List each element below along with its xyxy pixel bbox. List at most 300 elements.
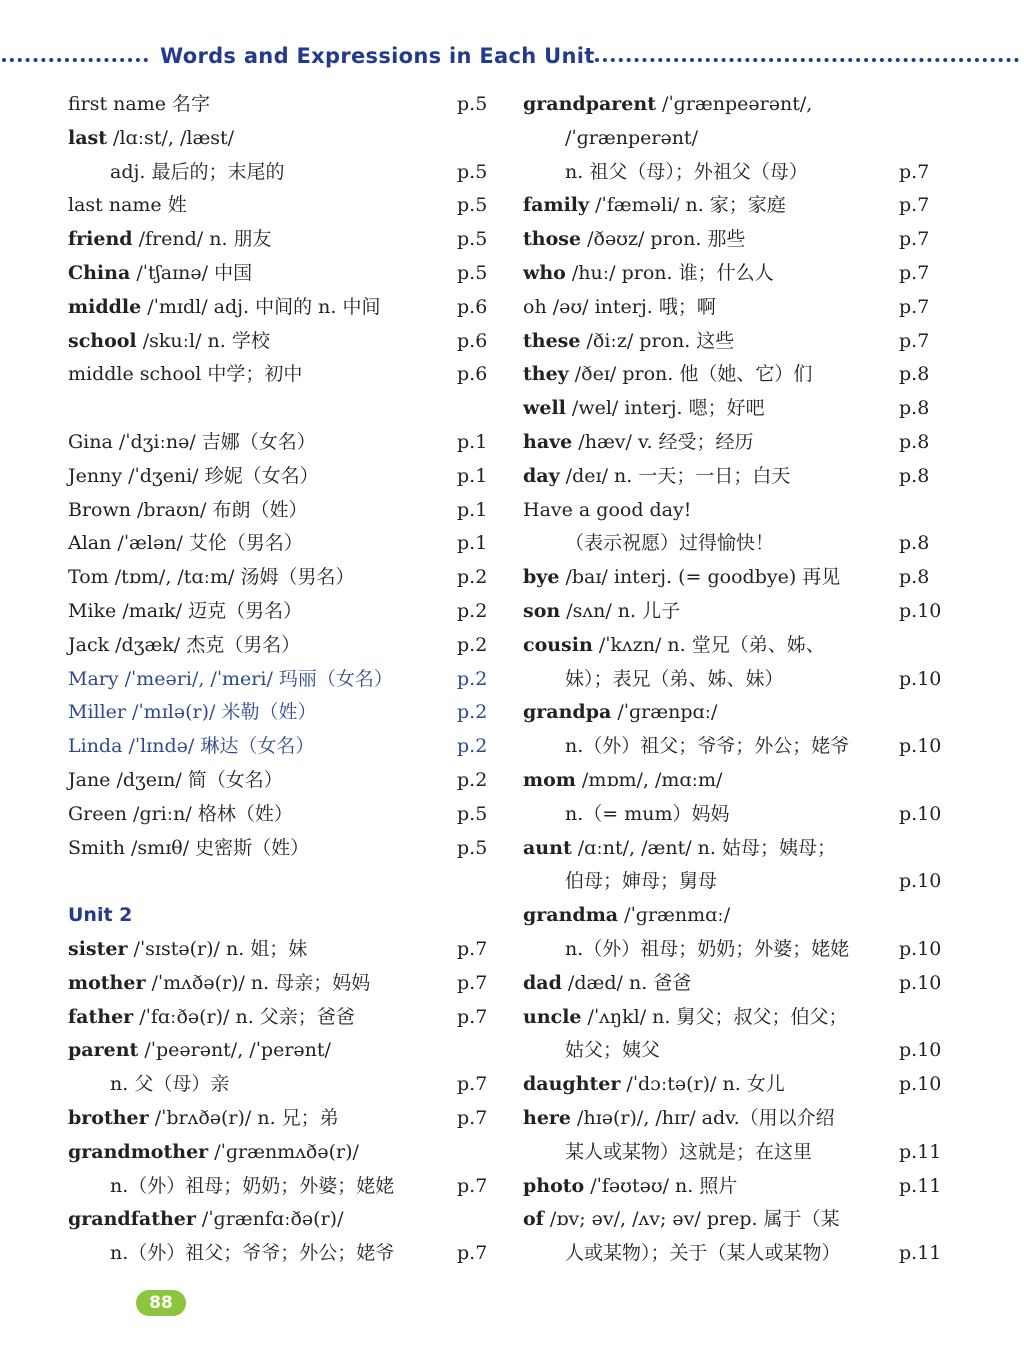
right-column [523,88,953,1271]
definition: /ˈpeərənt/, /ˈperənt/ [138,1039,331,1062]
vocab-entry [523,358,953,392]
definition: /dʒeɪn/ 简（女名） [110,768,283,791]
vocab-entry [523,1203,953,1237]
definition: /sʌn/ n. 儿子 [560,599,681,622]
entry-text [523,494,691,528]
entry-text [68,426,316,460]
vocab-entry [523,1001,953,1035]
definition: /ˈkʌzn/ n. 堂兄（弟、姊、 [592,633,825,656]
vocab-entry [68,257,498,291]
entry-text [523,1136,812,1170]
entry-text [523,832,836,866]
vocab-entry [523,223,953,257]
page-ref: p.10 [899,599,942,622]
definition: /ˈfɑːðə(r)/ n. 父亲；爸爸 [133,1005,355,1028]
vocab-entry [523,696,953,730]
entry-text [68,629,300,663]
page-ref: p.7 [457,937,488,960]
headword: dad [523,971,562,994]
headword: daughter [523,1073,621,1096]
entry-text [523,595,680,629]
headword: Jack [68,633,110,656]
page-ref: p.11 [899,1242,942,1265]
definition: /ðiːz/ pron. 这些 [580,329,735,352]
headword: Tom [68,566,109,589]
entry-continuation [523,156,953,190]
definition: /baɪ/ interj. (= goodbye) 再见 [559,566,841,589]
entry-text [68,494,307,528]
page-ref: p.11 [899,1140,942,1163]
definition: /ðəʊz/ pron. 那些 [581,228,746,251]
entry-text [523,764,722,798]
page-ref: p.5 [457,802,488,825]
header-dots-left [2,58,148,62]
headword: Linda [68,735,123,758]
headword: mom [523,768,576,791]
page-ref: p.10 [899,937,942,960]
entry-text [68,764,283,798]
entry-continuation [68,1068,498,1102]
definition: /ˈdɔːtə(r)/ n. 女儿 [620,1073,785,1096]
entry-continuation [68,156,498,190]
entry-text [523,189,786,223]
headword: father [68,1005,134,1028]
vocab-entry [68,1034,498,1068]
page-ref: p.7 [457,971,488,994]
entry-text [68,257,252,291]
definition: /dæd/ n. 爸爸 [561,971,692,994]
page-ref: p.7 [899,329,930,352]
definition: /ˈɡrænpɑː/ [611,701,718,724]
entry-text [523,460,790,494]
definition: /griːn/ 格林（姓） [127,802,293,825]
entry-continuation [523,933,953,967]
entry-text [523,561,840,595]
definition: /dʒæk/ 杰克（男名） [109,633,301,656]
vocab-entry [523,1068,953,1102]
entry-continuation [523,122,953,156]
headword: Gina [68,430,113,453]
definition: /maɪk/ 迈克（男名） [116,599,303,622]
entry-text [68,88,210,122]
definition: /wel/ interj. 嗯；好吧 [565,397,765,420]
vocab-entry [68,223,498,257]
page-header [0,40,1024,74]
headword: oh [523,295,547,318]
definition: /skuːl/ n. 学校 [136,329,270,352]
page-ref: p.10 [899,870,942,893]
headword: Alan [68,532,112,555]
vocab-entry [68,764,498,798]
entry-text [523,1068,785,1102]
page-ref: p.2 [457,701,488,724]
vocab-entry [68,629,498,663]
entry-text [68,1068,229,1102]
vocab-entry [523,764,953,798]
headword: first name [68,93,167,115]
definition: 某人或某物）这就是；在这里 [565,1140,813,1163]
entry-text [68,291,380,325]
entry-continuation [68,1237,498,1271]
page-ref: p.5 [457,194,488,217]
page-ref: p.1 [457,498,488,521]
vocab-entry [523,967,953,1001]
entry-text [523,730,849,764]
entry-text [523,88,812,122]
entry-text [68,1170,394,1204]
entry-text [68,1102,339,1136]
entry-text [68,696,316,730]
definition: /hɪə(r)/, /hɪr/ adv.（用以介绍 [571,1106,835,1129]
entry-text [68,663,393,697]
headword: Mike [68,599,117,622]
definition: /frend/ n. 朋友 [132,228,272,251]
entry-text [68,967,370,1001]
definition: 姓 [161,194,187,217]
entry-text [68,358,302,392]
headword: Jane [68,768,111,791]
vocab-entry [68,595,498,629]
headword: last name [68,194,162,217]
headword: school [68,329,137,352]
vocab-entry [68,663,498,697]
entry-text [523,1001,848,1035]
entry-text [523,156,808,190]
page-ref: p.2 [457,633,488,656]
entry-text [523,122,698,156]
page-ref: p.7 [899,228,930,251]
definition: 中学；初中 [201,363,303,386]
headword: grandparent [523,93,656,115]
entry-text [523,1102,835,1136]
page-ref: p.8 [899,566,930,589]
headword: grandfather [68,1208,196,1231]
definition: /ˈdʒeni/ 珍妮（女名） [122,464,319,487]
definition: /ˈtʃaɪnə/ 中国 [130,261,253,284]
vocab-entry [68,88,498,122]
vocab-entry [68,460,498,494]
entry-text [523,1203,840,1237]
vocab-entry [523,291,953,325]
definition: /lɑːst/, /læst/ [107,126,235,149]
page-ref: p.7 [457,1174,488,1197]
vocab-entry [523,494,953,528]
vocab-entry [68,1001,498,1035]
definition: n.（外）祖父；爷爷；外公；姥爷 [110,1242,395,1265]
entry-continuation [523,865,953,899]
definition: n.（外）祖母；奶奶；外婆；姥姥 [565,937,850,960]
page-ref: p.6 [457,363,488,386]
definition: /əʊ/ interj. 哦；啊 [546,295,716,318]
entry-text [523,1034,660,1068]
vocab-entry [523,1170,953,1204]
definition: /ˈmɪdl/ adj. 中间的 n. 中间 [141,295,381,318]
headword: Brown [68,498,131,521]
headword: uncle [523,1005,582,1028]
page-ref: p.10 [899,802,942,825]
definition: n.（外）祖母；奶奶；外婆；姥姥 [110,1174,395,1197]
vocab-entry [523,325,953,359]
unit-heading [68,899,498,933]
definition: /ˈmeəri/, /ˈmeri/ 玛丽（女名） [118,667,393,690]
vocab-entry [523,899,953,933]
entry-text [523,1170,737,1204]
page-ref: p.1 [457,464,488,487]
page-ref: p.7 [457,1073,488,1096]
vocab-entry [523,426,953,460]
definition: /ˈælən/ 艾伦（男名） [111,532,303,555]
entry-text [68,1203,343,1237]
entry-text [523,663,784,697]
entry-continuation [523,527,953,561]
entry-text [68,1034,331,1068]
definition: /smɪθ/ 史密斯（姓） [124,836,310,859]
entry-text [523,325,734,359]
page-ref: p.7 [899,295,930,318]
entry-text [68,561,354,595]
definition: /ˈmɪlə(r)/ 米勒（姓） [126,701,317,724]
vocab-entry [68,527,498,561]
vocab-entry [68,1136,498,1170]
headword: Green [68,802,127,825]
headword: here [523,1106,572,1129]
entry-text [523,967,691,1001]
page-ref: p.11 [899,1174,942,1197]
vocab-entry [68,1102,498,1136]
entry-continuation [523,1237,953,1271]
headword: last [68,126,108,149]
definition: /ˈɡrænmʌðə(r)/ [208,1140,359,1163]
vocab-entry [68,426,498,460]
vocab-entry [68,967,498,1001]
vocab-entry [68,189,498,223]
entry-text [523,933,849,967]
definition: n.（外）祖父；爷爷；外公；姥爷 [565,735,850,758]
definition: /ˈʌŋkl/ n. 舅父；叔父；伯父； [581,1005,848,1028]
definition: adj. 最后的；末尾的 [110,160,285,183]
entry-text [68,325,270,359]
vocab-entry [68,561,498,595]
headword: Jenny [68,464,123,487]
page-ref: p.10 [899,1039,942,1062]
headword: photo [523,1174,585,1197]
headword: aunt [523,836,572,859]
headword: brother [68,1106,149,1129]
vocab-entry [523,257,953,291]
page-ref: p.5 [457,228,488,251]
page-ref: p.1 [457,532,488,555]
definition: /hæv/ v. 经受；经历 [572,430,754,453]
headword: those [523,228,582,251]
entry-continuation [523,1034,953,1068]
definition: /ˈfæməli/ n. 家；家庭 [589,194,786,217]
entry-continuation [68,1170,498,1204]
entry-text [523,696,717,730]
vocab-entry [68,832,498,866]
page-ref: p.7 [457,1242,488,1265]
page-ref: p.2 [457,599,488,622]
headword: day [523,464,560,487]
headword: middle [68,295,142,318]
vocab-entry [523,88,953,122]
entry-text [68,832,309,866]
definition: n.（= mum）妈妈 [565,802,730,825]
vocab-entry [523,392,953,426]
entry-text [68,122,234,156]
page-ref: p.7 [899,261,930,284]
entry-continuation [523,663,953,697]
definition: /tɒm/, /tɑːm/ 汤姆（男名） [108,566,355,589]
entry-continuation [523,1136,953,1170]
vocab-entry [68,730,498,764]
vocab-entry [68,122,498,156]
entry-text [523,527,774,561]
page-ref: p.7 [457,1005,488,1028]
page-ref: p.2 [457,667,488,690]
entry-text [523,223,745,257]
definition: /huː/ pron. 谁；什么人 [565,261,774,284]
entry-text [523,1237,841,1271]
page-ref: p.8 [899,397,930,420]
page-ref: p.8 [899,532,930,555]
page-ref: p.10 [899,667,942,690]
page-ref: p.8 [899,464,930,487]
definition: /ˈsɪstə(r)/ n. 姐；妹 [127,937,308,960]
definition: /ˈɡrænfɑːðə(r)/ [195,1208,344,1231]
vocab-entry [68,358,498,392]
definition: /ˈdʒiːnə/ 吉娜（女名） [112,430,316,453]
definition: （表示祝愿）过得愉快！ [565,532,775,555]
entry-text [523,865,717,899]
entry-text [68,730,314,764]
definition: n. 祖父（母）；外祖父（母） [565,160,808,183]
headword: middle school [68,363,202,386]
entry-text [523,358,812,392]
page-ref: p.7 [899,160,930,183]
headword: well [523,397,566,420]
page-ref: p.8 [899,363,930,386]
vocab-entry [523,561,953,595]
vocab-entry [68,1203,498,1237]
vocab-entry [68,325,498,359]
header-dots-right [595,58,1019,62]
left-column [68,88,498,1271]
headword: parent [68,1039,139,1062]
entry-text [523,392,765,426]
headword: friend [68,228,133,251]
vocab-entry [523,1102,953,1136]
page-ref: p.10 [899,735,942,758]
vocab-entry [523,189,953,223]
definition: /ˈlɪndə/ 琳达（女名） [122,735,315,758]
page-number-badge: 88 [136,1290,186,1316]
page-ref: p.7 [899,194,930,217]
headword: grandpa [523,701,612,724]
page-ref: p.5 [457,261,488,284]
entry-continuation [523,798,953,832]
vocab-entry [523,460,953,494]
page-ref: p.2 [457,735,488,758]
definition: /braʊn/ 布朗（姓） [130,498,308,521]
entry-text [68,460,319,494]
vocab-entry [523,595,953,629]
vocab-entry [68,696,498,730]
vocab-entry [523,832,953,866]
page-ref: p.6 [457,329,488,352]
entry-text [68,1136,359,1170]
entry-text [68,1237,394,1271]
definition: /ðeɪ/ pron. 他（她、它）们 [568,363,813,386]
definition: /ˈfəʊtəʊ/ n. 照片 [584,1174,738,1197]
definition: 姑父；姨父 [565,1039,661,1062]
entry-text [68,189,187,223]
headword: Miller [68,701,127,724]
page-ref: p.8 [899,430,930,453]
headword: cousin [523,633,593,656]
headword: grandma [523,904,619,927]
definition: /ˈbrʌðə(r)/ n. 兄；弟 [148,1106,339,1129]
definition: /deɪ/ n. 一天；一日；白天 [559,464,791,487]
entry-text [68,933,307,967]
definition: n. 父（母）亲 [110,1073,230,1096]
headword: have [523,430,573,453]
headword: son [523,599,561,622]
vocab-entry [68,494,498,528]
vocab-entry [68,291,498,325]
definition: /ˈɡrænmɑː/ [618,904,731,927]
headword: bye [523,566,560,589]
page-ref: p.1 [457,430,488,453]
headword: China [68,261,131,284]
headword: Smith [68,836,125,859]
entry-text [523,426,754,460]
headword: grandmother [68,1140,209,1163]
definition: /ɒv; əv/, /ʌv; əv/ prep. 属于（某 [543,1208,840,1231]
page-ref: p.5 [457,93,488,115]
definition: 人或某物）；关于（某人或某物） [565,1242,841,1265]
definition: 伯母；婶母；舅母 [565,870,718,893]
headword: family [523,194,590,217]
definition: /ˈɡrænperənt/ [565,126,698,149]
page-ref: p.5 [457,160,488,183]
vocab-entry [523,629,953,663]
entry-text [523,629,825,663]
headword: they [523,363,569,386]
headword: who [523,261,566,284]
headword: of [523,1208,544,1231]
page-ref: p.10 [899,971,942,994]
headword: mother [68,971,146,994]
entry-text [523,257,774,291]
entry-continuation [523,730,953,764]
entry-text [68,1001,355,1035]
entry-text [68,798,293,832]
definition: /ˈɡrænpeərənt/, [656,93,813,115]
entry-text [68,595,302,629]
entry-text [68,156,284,190]
headword: Mary [68,667,119,690]
definition: 妹）；表兄（弟、姊、妹） [565,667,784,690]
spacer-row [68,392,498,426]
definition: 名字 [166,93,211,115]
page-ref: p.10 [899,1073,942,1096]
spacer-row [68,865,498,899]
vocab-entry [68,933,498,967]
page-ref: p.5 [457,836,488,859]
entry-text [523,798,730,832]
headword: these [523,329,581,352]
definition: /ɑːnt/, /ænt/ n. 姑母；姨母； [571,836,836,859]
